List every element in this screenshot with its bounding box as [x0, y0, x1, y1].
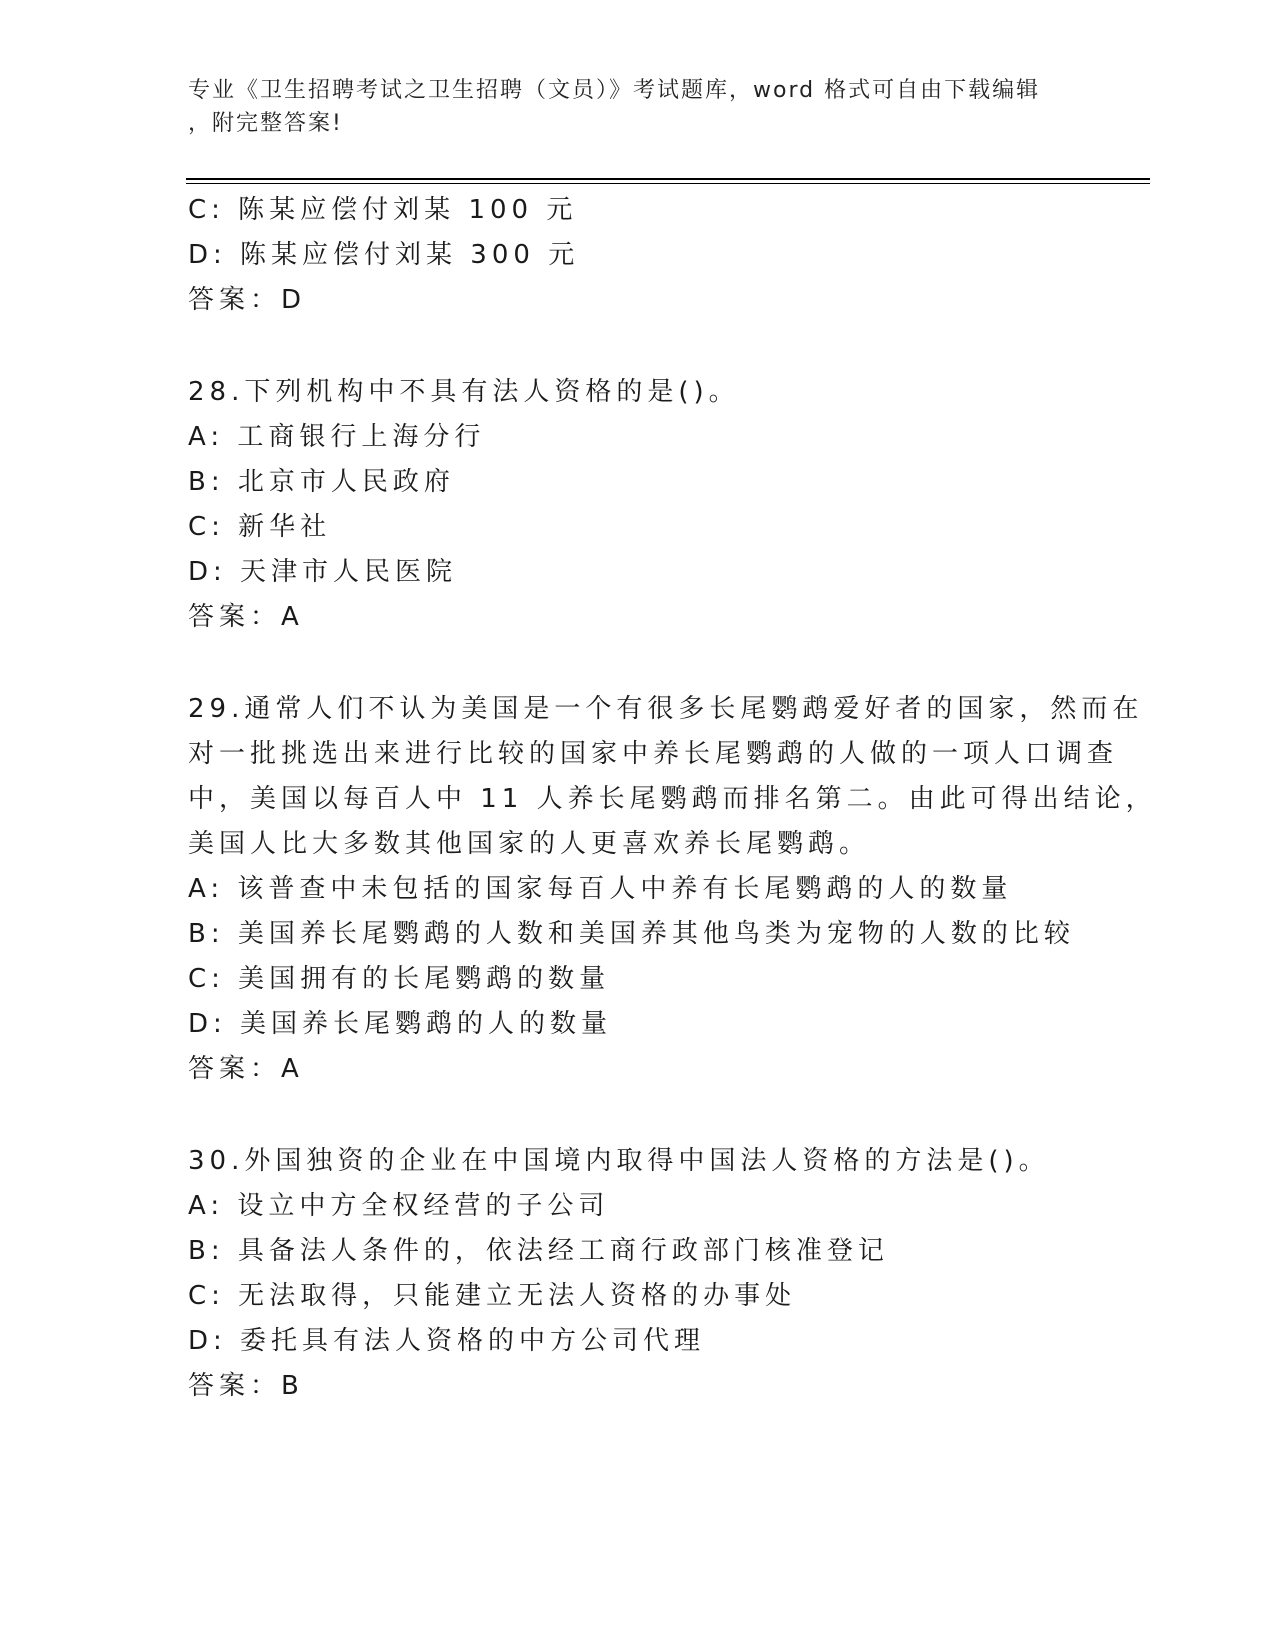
question-stem: 28.下列机构中不具有法人资格的是()。 [188, 377, 740, 407]
option-c: C: 新华社 [188, 512, 332, 542]
question-list [188, 188, 1157, 1409]
option-a: A: 工商银行上海分行 [188, 422, 486, 452]
stem-line: 中，美国以每百人中 11 人养长尾鹦鹉而排名第二。由此可得出结论， [188, 784, 1157, 814]
option-c: C: 美国拥有的长尾鹦鹉的数量 [188, 964, 611, 994]
option-c: C: 无法取得，只能建立无法人资格的办事处 [188, 1281, 797, 1311]
option-b: B: 美国养长尾鹦鹉的人数和美国养其他鸟类为宠物的人数的比较 [188, 919, 1075, 949]
option-d: D: 美国养长尾鹦鹉的人的数量 [188, 1009, 613, 1039]
option-d: D: 委托具有法人资格的中方公司代理 [188, 1326, 706, 1356]
stem-line: 对一批挑选出来进行比较的国家中养长尾鹦鹉的人做的一项人口调查 [188, 739, 1119, 769]
header-rule-thick [186, 178, 1150, 180]
spacer [188, 640, 1088, 687]
stem-line: 29.通常人们不认为美国是一个有很多长尾鹦鹉爱好者的国家，然而在 [188, 694, 1144, 724]
question-30 [188, 1139, 1088, 1409]
header-line-2: ，附完整答案! [188, 111, 343, 136]
spacer [188, 1092, 1088, 1139]
answer-line: 答案：B [188, 1371, 304, 1401]
answer-line: 答案：A [188, 602, 304, 632]
option-a: A: 该普查中未包括的国家每百人中养有长尾鹦鹉的人的数量 [188, 874, 1013, 904]
option-c: C: 陈某应偿付刘某 100 元 [188, 195, 578, 225]
option-d: D: 天津市人民医院 [188, 557, 458, 587]
header-line-1: 专业《卫生招聘考试之卫生招聘（文员）》考试题库，word 格式可自由下载编辑 [188, 78, 1041, 103]
option-d: D: 陈某应偿付刘某 300 元 [188, 240, 580, 270]
question-stem: 30.外国独资的企业在中国境内取得中国法人资格的方法是()。 [188, 1146, 1050, 1176]
header-rule-thin [186, 183, 1150, 184]
spacer [188, 323, 1088, 370]
question-29 [188, 687, 1157, 1092]
option-b: B: 具备法人条件的，依法经工商行政部门核准登记 [188, 1236, 889, 1266]
answer-line: 答案：D [188, 285, 307, 315]
question-stem [188, 687, 1157, 867]
option-b: B: 北京市人民政府 [188, 467, 455, 497]
question-28 [188, 370, 1088, 640]
document-header [188, 74, 1068, 140]
answer-line: 答案：A [188, 1054, 304, 1084]
question-prev [188, 188, 1088, 323]
stem-line: 美国人比大多数其他国家的人更喜欢养长尾鹦鹉。 [188, 829, 871, 859]
option-a: A: 设立中方全权经营的子公司 [188, 1191, 610, 1221]
